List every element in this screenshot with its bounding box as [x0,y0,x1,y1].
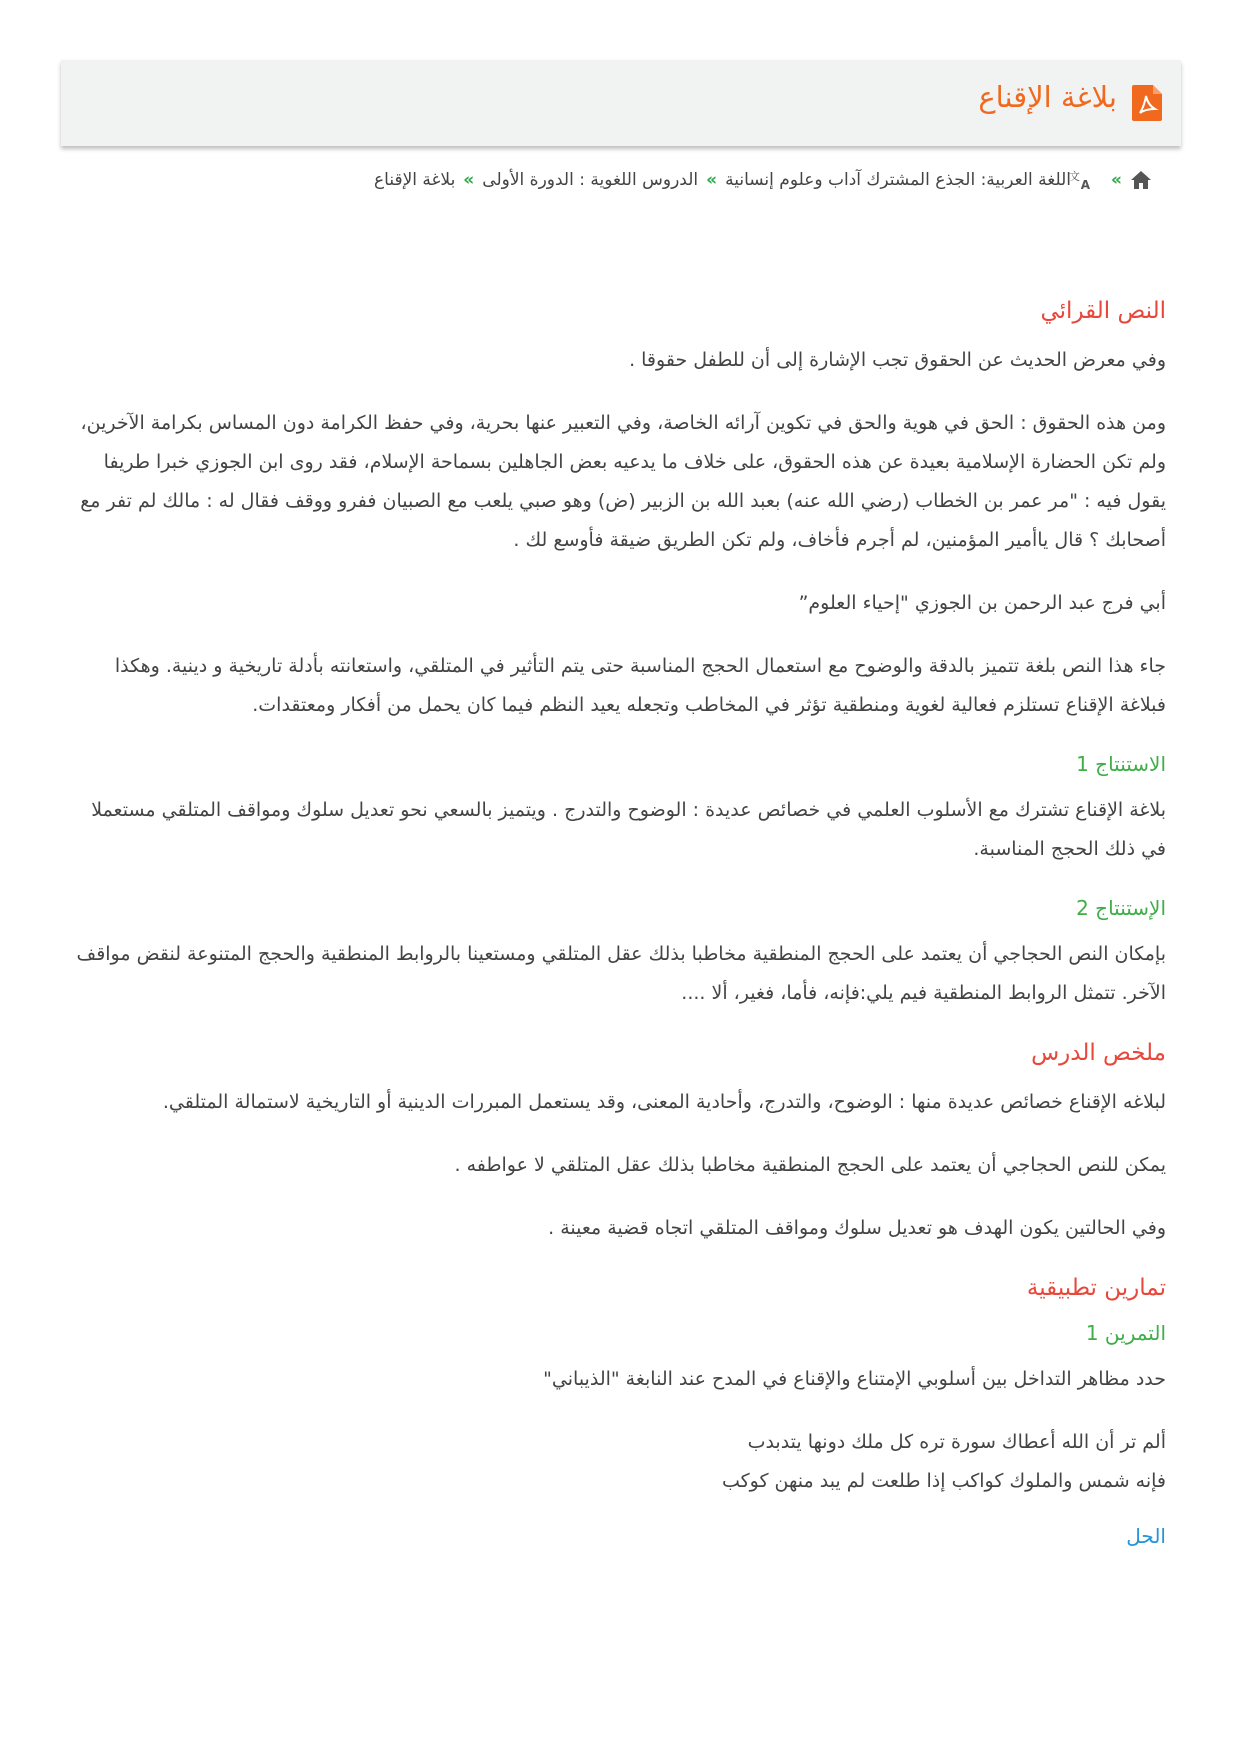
section-title-summary: ملخص الدرس [1031,1040,1166,1066]
svg-text:文: 文 [1069,170,1081,183]
home-icon[interactable] [1130,170,1152,190]
breadcrumb [374,169,1152,191]
poem-line: فإنه شمس والملوك كواكب إذا طلعت لم يبد منهن كوكب [721,1470,1166,1492]
pdf-icon[interactable] [1131,84,1163,122]
summary-paragraph-1: لبلاغه الإقناع خصائص عديدة منها : الوضوح، والتدرج، وأحادية المعنى، وقد يستعمل المبررات الدينية أو التاريخية لاستمالة المتلقي. [162,1091,1166,1113]
section-title-exercises: تمارين تطبيقية [1026,1275,1166,1301]
breadcrumb-item-current: بلاغة الإقناع [374,170,456,190]
breadcrumb-item-subject[interactable]: اللغة العربية: الجذع المشترك آداب وعلوم إنسانية [725,170,1072,190]
svg-text:A: A [1080,178,1091,192]
conclusion-2-title: الإستنتاج 2 [1076,896,1166,920]
breadcrumb-separator: » [706,170,718,190]
conclusion-1-text: بلاغة الإقناع تشترك مع الأسلوب العلمي في خصائص عديدة : الوضوح والتدرج . ويتميز بالسعي نحو تعديل سلوك ومواقف المتلقي مستعملا في ذلك الحجج المناسبة. [91,799,1166,860]
poem-line: ألم تر أن الله أعطاك سورة تره كل ملك دونها يتدبدب [747,1431,1166,1453]
section-title-reading-text: النص القرائي [1040,298,1166,324]
exercise-1-text: حدد مظاهر التداخل بين أسلوبي الإمتناع والإقناع في المدح عند النابغة "الذيباني" [543,1368,1166,1390]
paragraph-source: أبي فرج عبد الرحمن بن الجوزي "إحياء العلوم” [798,592,1166,614]
breadcrumb-separator: » [463,170,475,190]
page-header [61,60,1181,146]
paragraph-rights: ومن هذه الحقوق : الحق في هوية والحق في تكوين آرائه الخاصة، وفي التعبير عنها بحرية، وفي حفظ الكرامة دون المساس بكرامة الآخرين، ولم تكن الحضارة الإسلامية بعيدة عن هذه الحقوق، على خلاف ما يدعيه بعض الجاهلين بسماحة الإسلام، فقد روى ابن الجوزي خبرا طريفا يقول فيه : "مر عمر بن الخطاب (رضي الله عنه) بعبد الله بن الزبير (ض) وهو صبي يلعب مع الصبيان ففرو ووقف فقال له : مالك لم تفر مع أصحابك ؟ قال ياأمير المؤمنين، لم أجرم فأخاف، ولم تكن الطريق ضيقة فأوسع لك . [80,412,1166,551]
exercise-1-title: التمرين 1 [1085,1321,1166,1345]
translate-icon [1069,169,1103,192]
lesson-content [76,295,1166,1563]
page-title: بلاغة الإقناع [978,80,1117,114]
conclusion-1-title: الاستنتاج 1 [1076,752,1166,776]
breadcrumb-separator: » [1111,170,1122,190]
paragraph-intro: وفي معرض الحديث عن الحقوق تجب الإشارة إلى أن للطفل حقوقا . [629,349,1166,371]
summary-paragraph-2: يمكن للنص الحجاجي أن يعتمد على الحجج المنطقية مخاطبا بذلك عقل المتلقي لا عواطفه . [454,1154,1166,1176]
breadcrumb-item-lessons[interactable]: الدروس اللغوية : الدورة الأولى [482,170,699,190]
conclusion-2-text: بإمكان النص الحجاجي أن يعتمد على الحجج المنطقية مخاطبا بذلك عقل المتلقي ومستعينا بالروابط المنطقية والحجج المتنوعة لنقض مواقف الآخر. تتمثل الروابط المنطقية فيم يلي:فإنه، فأما، فغير، ألا .... [76,943,1166,1004]
solution-link[interactable]: الحل [1126,1524,1166,1548]
poem-verses [76,1423,1166,1501]
summary-paragraph-3: وفي الحالتين يكون الهدف هو تعديل سلوك ومواقف المتلقي اتجاه قضية معينة . [548,1217,1166,1239]
paragraph-analysis: جاء هذا النص بلغة تتميز بالدقة والوضوح مع استعمال الحجج المناسبة حتى يتم التأثير في المتلقي، واستعانته بأدلة تاريخية و دينية. وهكذا فبلاغة الإقناع تستلزم فعالية لغوية ومنطقية تؤثر في المخاطب وتجعله يعيد النظم فيما كان يحمل من أفكار ومعتقدات. [114,655,1166,716]
